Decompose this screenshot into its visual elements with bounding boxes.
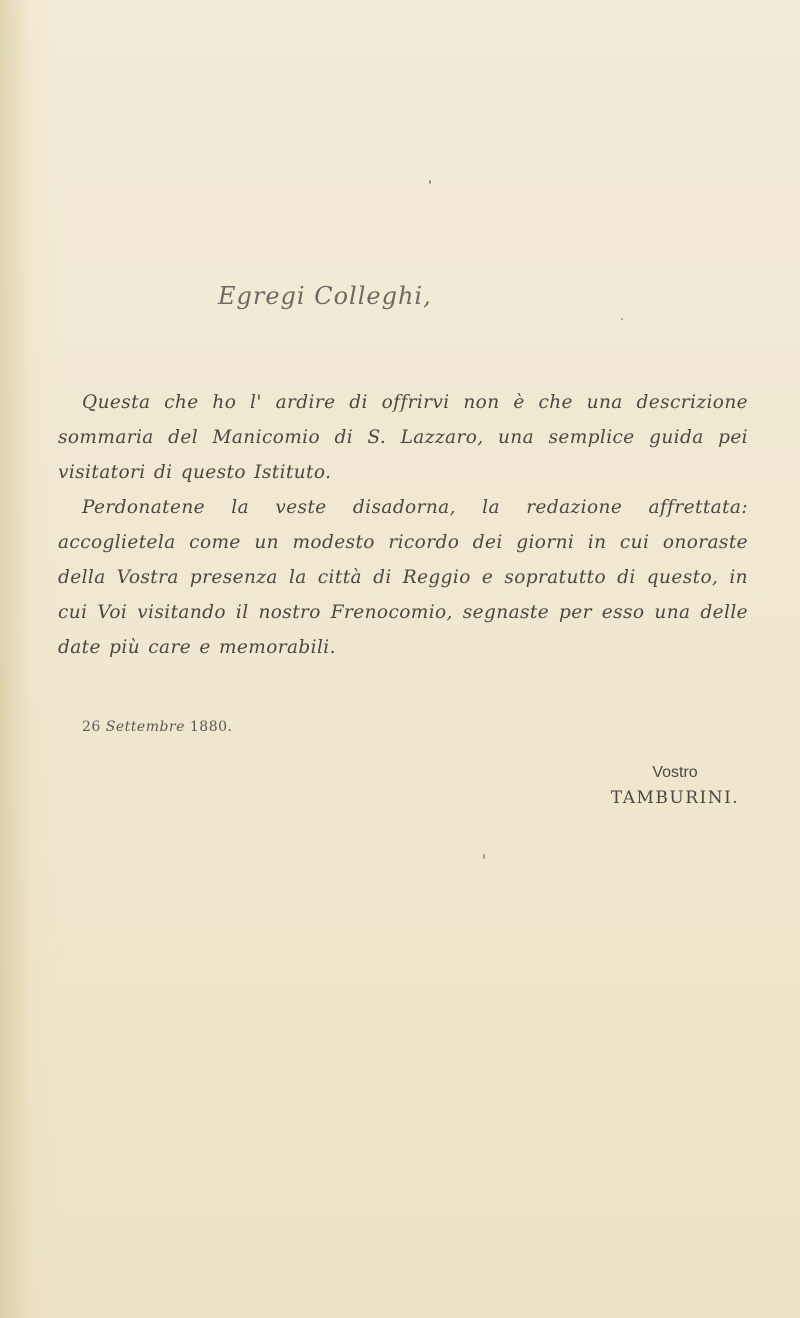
date-line xyxy=(82,719,232,735)
paragraph-1: Questa che ho l' ardire di offrirvi non è che una descrizione sommaria del Manicomio di S. Lazzaro, una semplice guida pei visitatori di questo Istituto. xyxy=(58,392,748,483)
dedication-text xyxy=(58,385,748,665)
signature-block xyxy=(575,764,775,808)
paragraph-2: Perdonatene la veste disadorna, la redazione affrettata: accoglietela come un modesto ricordo dei giorni in cui onoraste della Vostra presenza la città di Reggio e sopratutto di questo, in cui Voi visitando il nostro Frenocomio, segnaste per esso una delle date più care e memorabili. xyxy=(58,497,748,658)
signature-closing: Vostro xyxy=(652,764,698,781)
paper-speck xyxy=(483,854,485,859)
date-year: 1880. xyxy=(189,719,233,735)
date-month: Settembre xyxy=(105,719,185,735)
paper-speck xyxy=(621,318,623,320)
date-day: 26 xyxy=(82,719,101,735)
paper-speck xyxy=(429,180,431,184)
signature-name: TAMBURINI. xyxy=(610,788,740,808)
salutation-heading: Egregi Colleghi, xyxy=(218,282,432,310)
